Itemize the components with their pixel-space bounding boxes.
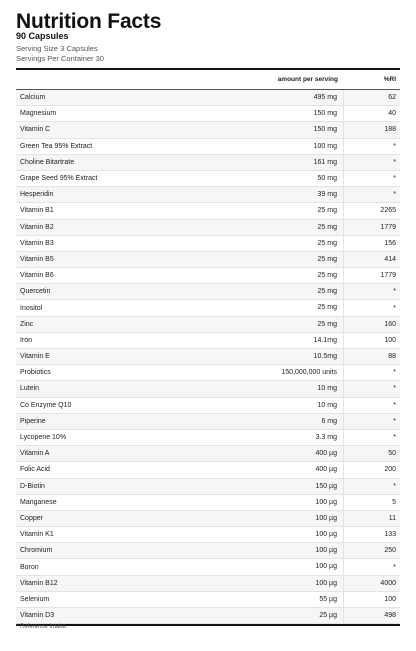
nutrient-name: Quercetin [20, 288, 51, 296]
nutrition-table [16, 68, 400, 626]
table-row [16, 252, 400, 268]
nutrient-ri: * [393, 175, 396, 183]
nutrient-amount: 10.5mg [224, 349, 344, 364]
nutrient-ri: 414 [384, 255, 396, 263]
nutrient-ri: * [393, 434, 396, 442]
nutrient-ri: 62 [388, 94, 396, 102]
nutrient-amount: 161 mg [224, 155, 344, 170]
nutrient-amount: 150 µg [224, 479, 344, 494]
table-row [16, 495, 400, 511]
nutrient-ri: 11 [388, 514, 396, 522]
nutrient-amount: 6 mg [224, 414, 344, 429]
nutrient-ri: * [393, 385, 396, 393]
nutrient-name: Zinc [20, 320, 34, 328]
nutrient-amount: 25 mg [224, 220, 344, 235]
nutrient-ri: * [393, 482, 396, 490]
table-row [16, 527, 400, 543]
nutrient-name: Inositol [20, 304, 43, 312]
nutrient-amount: 100 µg [224, 559, 344, 574]
nutrient-ri: * [393, 563, 396, 571]
table-row [16, 333, 400, 349]
nutrient-amount: 150 mg [224, 122, 344, 137]
nutrient-amount: 100 µg [224, 511, 344, 526]
table-row [16, 139, 400, 155]
table-row [16, 187, 400, 203]
nutrient-name: Chromium [20, 547, 53, 555]
table-row [16, 576, 400, 592]
nutrient-name: Vitamin C [20, 126, 51, 134]
table-row [16, 349, 400, 365]
nutrient-ri: * [393, 191, 396, 199]
nutrient-name: Lycopene 10% [20, 434, 67, 442]
nutrient-ri: * [393, 304, 396, 312]
nutrient-name: Iron [20, 336, 33, 344]
nutrient-amount: 100 µg [224, 576, 344, 591]
nutrient-name: Hesperidin [20, 191, 54, 199]
nutrient-ri: 498 [384, 612, 396, 620]
table-row [16, 171, 400, 187]
table-row [16, 462, 400, 478]
table-row [16, 300, 400, 316]
header-amount: amount per serving [277, 76, 338, 83]
nutrient-name: Folic Acid [20, 466, 50, 474]
nutrient-ri: * [393, 401, 396, 409]
nutrient-ri: * [393, 369, 396, 377]
table-row [16, 106, 400, 122]
capsule-count: 90 Capsules [16, 31, 69, 41]
table-row [16, 446, 400, 462]
nutrient-name: Manganese [20, 498, 57, 506]
nutrient-name: Vitamin E [20, 353, 50, 361]
nutrient-amount: 50 mg [224, 171, 344, 186]
nutrient-name: Green Tea 95% Extract [20, 142, 93, 150]
nutrient-amount: 100 µg [224, 495, 344, 510]
nutrient-ri: 2265 [380, 207, 396, 215]
nutrient-ri: * [393, 158, 396, 166]
nutrient-ri: 156 [384, 239, 396, 247]
nutrient-ri: 88 [388, 353, 396, 361]
nutrient-ri: 50 [388, 450, 396, 458]
table-row [16, 122, 400, 138]
table-row [16, 414, 400, 430]
nutrient-ri: 1779 [380, 223, 396, 231]
nutrient-amount: 39 mg [224, 187, 344, 202]
nutrient-ri: 160 [384, 320, 396, 328]
nutrient-ri: 40 [388, 110, 396, 118]
nutrient-ri: * [393, 417, 396, 425]
nutrient-amount: 25 mg [224, 268, 344, 283]
footnote: * Reference Intake. [16, 624, 68, 630]
nutrient-amount: 14.1mg [224, 333, 344, 348]
serving-size: Serving Size 3 Capsules [16, 44, 98, 53]
nutrient-ri: 4000 [380, 579, 396, 587]
nutrient-ri: 188 [384, 126, 396, 134]
nutrient-amount: 25 mg [224, 284, 344, 299]
table-row [16, 559, 400, 575]
table-row [16, 236, 400, 252]
nutrient-amount: 400 µg [224, 446, 344, 461]
table-row [16, 155, 400, 171]
nutrient-name: Vitamin B5 [20, 255, 54, 263]
nutrient-name: Vitamin K1 [20, 531, 54, 539]
page-title: Nutrition Facts [16, 10, 162, 33]
table-body [16, 90, 400, 624]
table-row [16, 511, 400, 527]
nutrient-name: Lutein [20, 385, 40, 393]
nutrient-ri: 100 [384, 336, 396, 344]
nutrient-amount: 3.3 mg [224, 430, 344, 445]
servings-per-container: Servings Per Container 30 [16, 54, 104, 63]
nutrient-name: Vitamin B12 [20, 579, 58, 587]
table-row [16, 479, 400, 495]
table-bottom-rule [16, 624, 400, 626]
nutrient-amount: 10 mg [224, 398, 344, 413]
table-row [16, 592, 400, 608]
nutrient-amount: 55 µg [224, 592, 344, 607]
nutrient-ri: 100 [384, 595, 396, 603]
table-row [16, 398, 400, 414]
nutrient-ri: * [393, 288, 396, 296]
nutrient-name: Vitamin B2 [20, 223, 54, 231]
nutrient-name: Vitamin B6 [20, 272, 54, 280]
nutrient-ri: 250 [384, 547, 396, 555]
table-row [16, 365, 400, 381]
nutrient-name: Probiotics [20, 369, 51, 377]
nutrient-ri: 200 [384, 466, 396, 474]
nutrient-name: Choline Bitartrate [20, 158, 75, 166]
nutrient-name: Grape Seed 95% Extract [20, 175, 98, 183]
nutrient-amount: 10 mg [224, 381, 344, 396]
nutrient-name: Vitamin B1 [20, 207, 54, 215]
nutrient-amount: 25 mg [224, 252, 344, 267]
nutrient-amount: 25 µg [224, 608, 344, 623]
nutrient-name: Copper [20, 514, 43, 522]
nutrient-name: Boron [20, 563, 39, 571]
nutrient-amount: 100 µg [224, 543, 344, 558]
nutrient-amount: 25 mg [224, 236, 344, 251]
nutrient-amount: 25 mg [224, 317, 344, 332]
nutrient-ri: 5 [392, 498, 396, 506]
table-row [16, 203, 400, 219]
nutrient-amount: 150,000,000 units [224, 365, 344, 380]
nutrient-name: D-Biotin [20, 482, 45, 490]
table-row [16, 608, 400, 624]
nutrient-name: Selenium [20, 595, 50, 603]
nutrient-amount: 150 mg [224, 106, 344, 121]
table-row [16, 220, 400, 236]
nutrient-amount: 25 mg [224, 203, 344, 218]
table-row [16, 317, 400, 333]
nutrient-amount: 25 mg [224, 300, 344, 315]
table-row [16, 284, 400, 300]
nutrient-name: Calcium [20, 94, 46, 102]
nutrient-name: Vitamin D3 [20, 612, 55, 620]
nutrient-ri: 1779 [380, 272, 396, 280]
nutrient-ri: * [393, 142, 396, 150]
nutrient-name: Co Enzyme Q10 [20, 401, 72, 409]
nutrient-amount: 400 µg [224, 462, 344, 477]
nutrient-name: Vitamin B3 [20, 239, 54, 247]
nutrient-amount: 495 mg [224, 90, 344, 105]
table-row [16, 268, 400, 284]
nutrient-name: Vitamin A [20, 450, 50, 458]
table-row [16, 381, 400, 397]
nutrient-ri: 133 [384, 531, 396, 539]
table-row [16, 90, 400, 106]
table-row [16, 543, 400, 559]
header-ri: %RI [383, 76, 396, 83]
table-row [16, 430, 400, 446]
nutrient-name: Magnesium [20, 110, 57, 118]
nutrient-amount: 100 µg [224, 527, 344, 542]
nutrient-amount: 100 mg [224, 139, 344, 154]
nutrient-name: Piperine [20, 417, 46, 425]
table-header [16, 70, 400, 90]
